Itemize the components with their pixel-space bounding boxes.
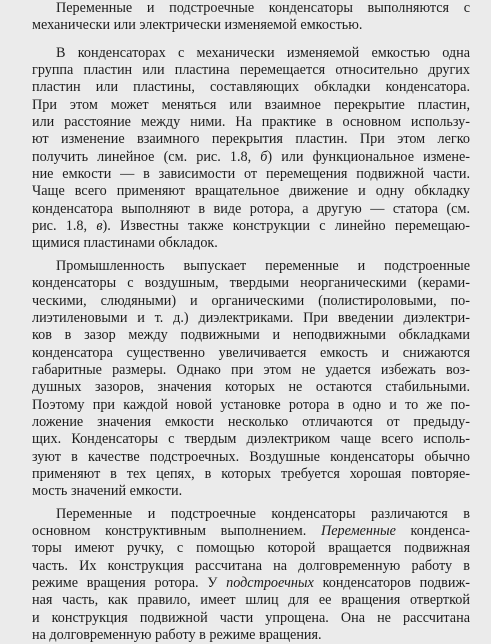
text-line: мость значений емкости. <box>32 483 183 500</box>
text-line: режиме вращения ротора. У подстроечных конденсаторов подвиж- <box>32 575 470 591</box>
text-line: или расстояние между ними. На практике в основном использу- <box>32 114 470 131</box>
paragraph-2 <box>8 45 470 253</box>
text-line: зуют в качестве подстроечных. Воздушные конденсаторы обычно <box>32 448 470 465</box>
text-line: конденсатора выполняют в виде ротора, а другую — статора (см. <box>32 200 470 217</box>
text-line: душных зазоров, значения которых не остаются стабильными. <box>32 379 470 396</box>
text-line: механически или электрически изменяемой емкостью. <box>32 17 363 34</box>
text-line: получить линейное (см. рис. 1.8, б) или функциональное измене- <box>32 148 470 165</box>
text-line: рис. 1.8, в). Известны также конструкции с линейно перемещаю- <box>32 218 470 235</box>
paragraph-1 <box>8 0 470 35</box>
text-line: При этом может меняться или взаимное перекрытие пластин, <box>32 96 470 113</box>
document-page <box>8 0 471 644</box>
text-line: Чаще всего применяют вращательное движение и одну обкладку <box>32 183 470 200</box>
text-line: конденсатора существенно увеличивается емкость и снижаются <box>32 344 470 361</box>
text-line: конденсаторы с воздушным, твердыми неорганическими (керами- <box>32 275 470 292</box>
emphasis-text: Переменные <box>320 522 396 539</box>
text-line: Поэтому при каждой новой установке ротора в одно и то же по- <box>32 396 470 413</box>
text-line: ная часть, как правило, имеет шлиц для ее вращения отверткой <box>32 592 470 609</box>
text-line: щих. Конденсаторы с твердым диэлектриком чаще всего исполь- <box>32 431 470 448</box>
emphasis-text: подстроечных <box>226 575 314 591</box>
text-line: ков в зазор между подвижными и неподвижными обкладками <box>32 327 470 344</box>
text-line: щимися пластинами обкладок. <box>32 235 218 252</box>
text-line: Промышленность выпускает переменные и подстроенные <box>56 257 470 274</box>
text-line: на долговременную работу в режиме вращения. <box>32 627 322 644</box>
text-line: часть. Их конструкция рассчитана на долговременную работу в <box>32 557 470 574</box>
text-line: пластин или пластины, составляющих обкладки конденсатора. <box>32 79 470 96</box>
emphasis-text: б <box>260 148 268 165</box>
text-line: Переменные и подстроечные конденсаторы выполняются с <box>56 0 470 16</box>
text-line: и конструкция подвижной части упрощена. Она не рассчитана <box>32 609 470 626</box>
text-line: ние емкости — в зависимости от перемещения подвижной части. <box>32 166 470 183</box>
text-line: лиэтиленовыми и т. д.) диэлектриками. При введении диэлектри- <box>32 309 470 326</box>
text-line: основном конструктивным выполнением. Переменные конденса- <box>32 522 471 539</box>
text-line: применяют в тех цепях, в которых требуется хорошая повторяе- <box>32 465 470 482</box>
text-line: В конденсаторах с механически изменяемой емкостью одна <box>56 44 470 61</box>
text-line: ческими, слюдяными) и органическими (полистироловыми, по- <box>32 292 470 309</box>
text-line: ложение значения емкости несколько отличаются от предыду- <box>32 413 470 430</box>
paragraph-3 <box>8 258 470 501</box>
paragraph-4 <box>8 506 470 644</box>
emphasis-text: в <box>96 218 103 235</box>
text-line: ют изменение взаимного перекрытия пластин. При этом легко <box>32 131 470 148</box>
text-line: Переменные и подстроечные конденсаторы различаются в <box>56 505 470 522</box>
text-line: торы имеют ручку, с помощью которой вращается подвижная <box>32 540 470 557</box>
text-line: группа пластин или пластина перемещается относительно других <box>32 62 470 79</box>
text-line: габаритные размеры. Однако при этом не удается избежать воз- <box>32 361 470 378</box>
